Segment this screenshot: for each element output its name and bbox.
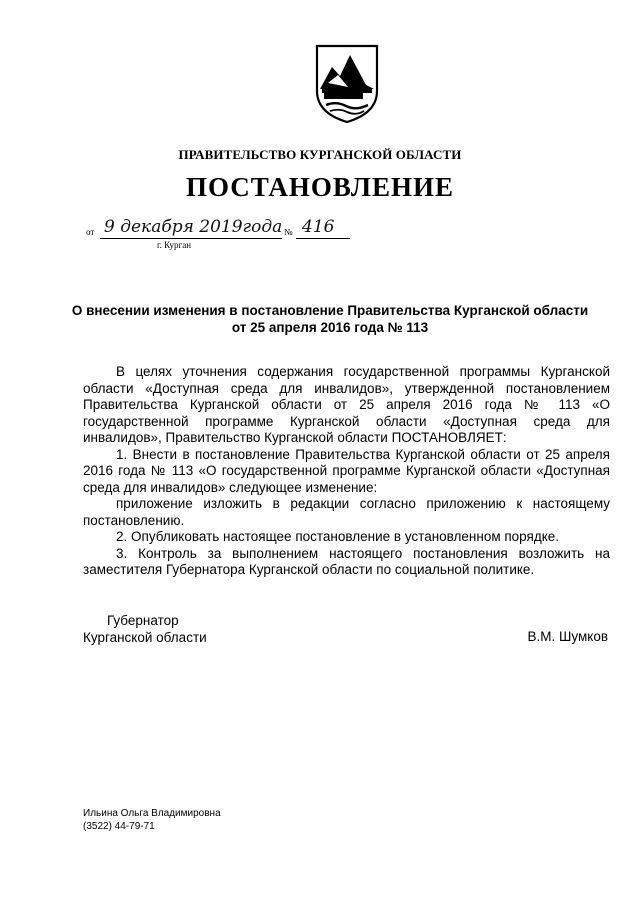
coat-of-arms-emblem (314, 43, 380, 125)
contact-phone: (3522) 44-79-71 (83, 821, 155, 832)
body-paragraph: приложение изложить в редакции согласно приложению к настоящему постановлению. (83, 496, 610, 528)
document-type-heading: ПОСТАНОВЛЕНИЕ (185, 172, 455, 202)
number-prefix: № (284, 227, 293, 237)
contact-block (83, 807, 221, 833)
date-underline (100, 238, 282, 239)
signatory-title (83, 612, 207, 646)
document-date-number (86, 216, 386, 256)
contact-name: Ильина Ольга Владимировна (83, 808, 221, 819)
handwritten-number: 416 (302, 217, 335, 237)
signatory-title-line-1: Губернатор (107, 613, 179, 628)
title-line-1: О внесении изменения в постановление Правительства Курганской области (71, 303, 589, 318)
signatory-name: В.М. Шумков (527, 629, 608, 644)
place-of-issue: г. Курган (157, 240, 192, 250)
body-paragraph: 1. Внести в постановление Правительства Курганской области от 25 апреля 2016 года № 113 «О государственной программе Курганской области «Доступная среда для инвалидов» следующее изменение: (83, 446, 610, 495)
handwritten-date: 9 декабря 2019года (104, 217, 283, 237)
body-paragraph: 3. Контроль за выполнением настоящего постановления возложить на заместителя Губернатора Курганской области по социальной политике. (83, 545, 610, 577)
document-title (60, 302, 600, 336)
number-underline (296, 238, 350, 239)
title-line-2: от 25 апреля 2016 года № 113 (231, 320, 429, 335)
signatory-title-line-2: Курганской области (83, 630, 207, 645)
body-paragraph: 2. Опубликовать настоящее постановление в установленном порядке. (116, 529, 560, 544)
organization-name: ПРАВИТЕЛЬСТВО КУРГАНСКОЙ ОБЛАСТИ (178, 147, 462, 162)
document-body (83, 364, 610, 579)
body-paragraph: В целях уточнения содержания государственной программы Курганской области «Доступная среда для инвалидов», утвержденной постановлением Правительства Курганской области от 25 апреля 2016 года № 113 «О государственной программе Курганской области «Доступная среда для инвалидов», Правительство Курганской области ПОСТАНОВЛЯЕТ: (83, 364, 610, 445)
date-prefix: от (86, 227, 95, 237)
